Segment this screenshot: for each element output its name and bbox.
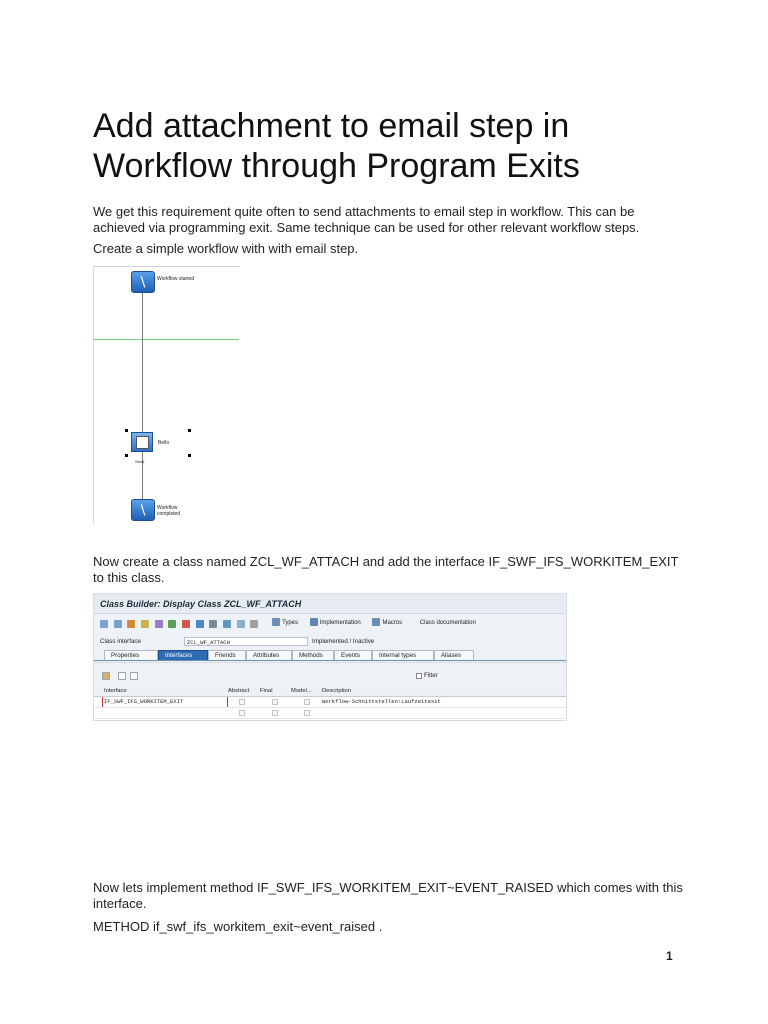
column-final: Final xyxy=(260,688,273,694)
tab-properties[interactable]: Properties xyxy=(104,650,158,660)
table-row[interactable] xyxy=(94,697,567,708)
selection-handle xyxy=(188,429,191,432)
source-code-icon[interactable] xyxy=(237,620,245,628)
layout-icon[interactable] xyxy=(250,620,258,628)
start-label: Workflow started xyxy=(157,276,195,282)
class-interface-label: Class interface xyxy=(100,638,141,645)
check-icon[interactable] xyxy=(155,620,163,628)
column-modeled: Model... xyxy=(291,688,312,694)
page-number: 1 xyxy=(666,949,673,963)
intro-paragraph: We get this requirement quite often to send attachments to email step in workflow. This can be achieved via programming exit. Same technique can be used for other relevant workflow steps. xyxy=(93,204,640,235)
column-abstract: Abstract xyxy=(228,688,250,694)
document-title: Add attachment to email step in Workflow through Program Exits xyxy=(93,107,580,185)
implementation-icon xyxy=(310,618,318,626)
final-checkbox[interactable] xyxy=(272,699,278,705)
types-button[interactable]: Types xyxy=(270,615,298,632)
selection-handle xyxy=(188,454,191,457)
tab-friends[interactable]: Friends xyxy=(208,650,246,660)
where-used-icon[interactable] xyxy=(182,620,190,628)
send-mail-icon xyxy=(131,432,153,452)
step-label: Bello xyxy=(158,440,170,446)
tab-aliases[interactable]: Aliases xyxy=(434,650,474,660)
selection-handle xyxy=(125,454,128,457)
modeled-checkbox[interactable] xyxy=(304,710,310,716)
filter-label: Filter xyxy=(424,672,438,679)
selection-handle xyxy=(125,429,128,432)
display-change-icon[interactable] xyxy=(141,620,149,628)
tab-events[interactable]: Events xyxy=(334,650,372,660)
tab-attributes[interactable]: Attributes xyxy=(246,650,292,660)
object-list-icon[interactable] xyxy=(196,620,204,628)
tab-internal-types[interactable]: Internal types xyxy=(372,650,434,660)
class-builder-tabs xyxy=(94,650,567,661)
abstract-checkbox[interactable] xyxy=(239,699,245,705)
tab-interfaces[interactable]: Interfaces xyxy=(158,650,208,660)
step3-paragraph: Now lets implement method IF_SWF_IFS_WORKITEM_EXIT~EVENT_RAISED which comes with this interface. xyxy=(93,880,683,911)
workflow-end-icon: ⧹ xyxy=(131,499,155,521)
table-header xyxy=(94,686,567,697)
figure-border xyxy=(93,266,94,524)
implementation-button[interactable]: Implementation xyxy=(308,615,361,632)
interfaces-table xyxy=(94,686,567,721)
end-label: Workflow completed xyxy=(157,505,181,517)
workflow-start-icon: ⧹ xyxy=(131,271,155,293)
delete-icon[interactable] xyxy=(130,672,138,680)
tools-icon[interactable] xyxy=(127,620,135,628)
class-interface-field[interactable]: ZCL_WF_ATTACH xyxy=(184,637,308,646)
branch-line xyxy=(93,339,239,340)
step2-paragraph: Now create a class named ZCL_WF_ATTACH and add the interface IF_SWF_IFS_WORKITEM_EXIT to this class. xyxy=(93,554,679,585)
macros-button[interactable]: Macros xyxy=(370,615,402,632)
code-line: METHOD if_swf_ifs_workitem_exit~event_raised . xyxy=(93,919,383,934)
class-status: Implemented / Inactive xyxy=(312,638,375,645)
envelope-icon xyxy=(136,436,149,449)
hierarchy-icon[interactable] xyxy=(209,620,217,628)
step-sublabel: Send xyxy=(135,459,145,464)
row-description: Workflow-Schnittstellen:Laufzeitexit xyxy=(322,698,441,705)
step1-paragraph: Create a simple workflow with with email step. xyxy=(93,241,359,256)
workflow-diagram xyxy=(93,266,239,524)
final-checkbox[interactable] xyxy=(272,710,278,716)
class-builder-title: Class Builder: Display Class ZCL_WF_ATTACH xyxy=(94,594,567,614)
class-interface-row xyxy=(94,636,567,648)
column-interface: Interface xyxy=(104,688,127,694)
macros-icon xyxy=(372,618,380,626)
activate-icon[interactable] xyxy=(168,620,176,628)
interfaces-toolbar xyxy=(94,670,567,682)
abstract-checkbox[interactable] xyxy=(239,710,245,716)
column-description: Description xyxy=(322,688,351,694)
copy-icon[interactable] xyxy=(118,672,126,680)
class-builder-toolbar xyxy=(94,615,567,632)
forward-icon[interactable] xyxy=(114,620,122,628)
figure-border xyxy=(93,266,239,267)
table-row[interactable] xyxy=(94,708,567,719)
class-documentation-button[interactable]: Class documentation xyxy=(419,620,476,626)
filter-checkbox[interactable] xyxy=(416,673,422,679)
modeled-checkbox[interactable] xyxy=(304,699,310,705)
class-builder-screenshot xyxy=(93,593,567,721)
test-icon[interactable] xyxy=(223,620,231,628)
flow-line xyxy=(142,292,143,502)
types-icon xyxy=(272,618,280,626)
tab-methods[interactable]: Methods xyxy=(292,650,334,660)
row-interface[interactable]: IF_SWF_IFS_WORKITEM_EXIT xyxy=(104,698,184,705)
back-icon[interactable] xyxy=(100,620,108,628)
add-interface-icon[interactable] xyxy=(102,672,110,680)
divider xyxy=(94,662,567,663)
